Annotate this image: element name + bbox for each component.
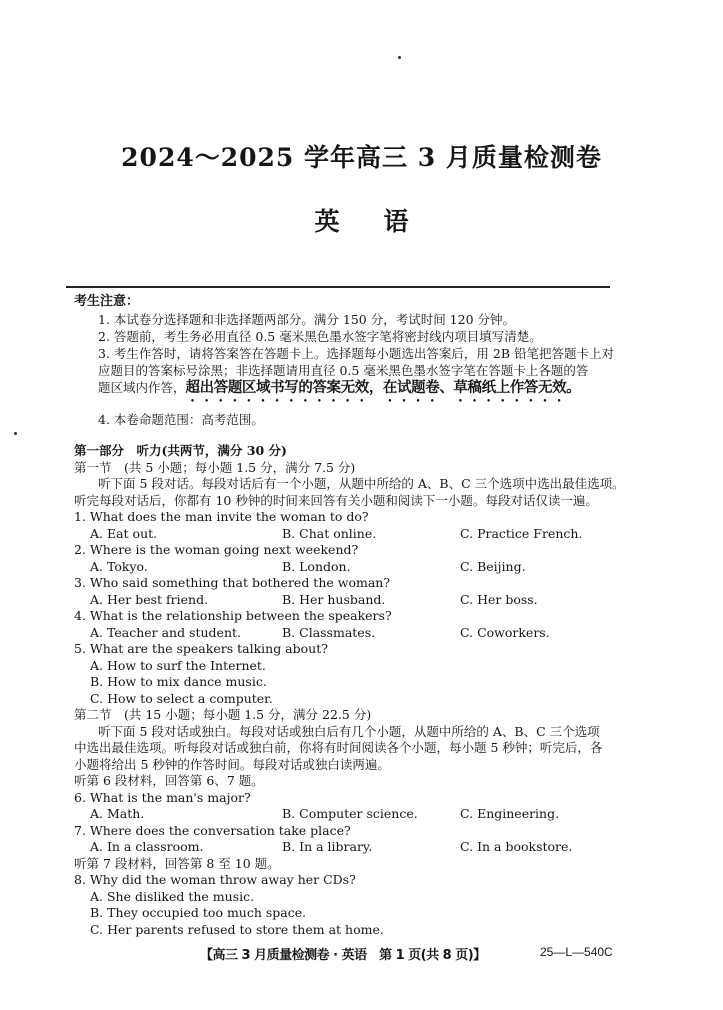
option-b: B. Her husband.	[282, 591, 386, 607]
question-1-options	[74, 526, 634, 543]
question-5: 5. What are the speakers talking about?	[74, 641, 328, 656]
option-a: A. She disliked the music.	[90, 888, 255, 904]
option-a: A. Eat out.	[90, 525, 158, 541]
option-b: B. How to mix dance music.	[90, 674, 267, 689]
section1-instructions-2: 听完每段对话后，你都有 10 秒钟的时间来回答有关小题和阅读下一小题。每段对话仅读一遍。	[74, 492, 598, 508]
subject-title: 英语	[314, 207, 453, 236]
option-b: B. Classmates.	[282, 624, 376, 640]
paper-code: 25—L—540C	[540, 945, 613, 959]
option-c: C. Engineering.	[460, 806, 560, 821]
option-a: A. Tokyo.	[90, 558, 148, 574]
material-7-note: 听第 7 段材料，回答第 8 至 10 题。	[74, 855, 280, 871]
option-a: A. Her best friend.	[90, 591, 209, 607]
option-b: B. Chat online.	[282, 525, 377, 541]
option-a: A. Teacher and student.	[90, 624, 242, 640]
question-6-options	[74, 806, 634, 823]
scan-speck	[398, 56, 401, 59]
notice-heading: 考生注意：	[74, 294, 140, 309]
option-b: B. Computer science.	[282, 806, 418, 821]
notice-item-3: 3. 考生作答时，请将答案答在答题卡上。选择题每小题选出答案后，用 2B 铅笔把答题卡上对	[98, 346, 614, 361]
section1-title: 第一节 (共 5 小题；每小题 1.5 分，满分 7.5 分)	[74, 459, 356, 475]
header-divider	[66, 286, 610, 288]
option-a: A. In a classroom.	[90, 839, 204, 854]
option-c: C. In a bookstore.	[460, 839, 573, 854]
section2-instructions-3: 小题将给出 5 秒钟的作答时间。每段对话或独白读两遍。	[74, 756, 390, 772]
option-c: C. Beijing.	[460, 558, 526, 574]
option-c: C. Practice French.	[460, 525, 583, 541]
option-b: B. London.	[282, 558, 351, 574]
notice-emphasis: 超出答题区域书写的答案无效，在试题卷、草稿纸上作答无效。	[185, 379, 581, 396]
question-7-options	[74, 839, 634, 856]
option-a: A. Math.	[90, 806, 145, 821]
part1-title: 第一部分 听力(共两节，满分 30 分)	[74, 443, 287, 458]
listening-part	[74, 443, 634, 938]
notice-item-1: 1. 本试卷分选择题和非选择题两部分。满分 150 分，考试时间 120 分钟。	[98, 312, 516, 327]
question-4-options	[74, 625, 634, 642]
notice-item-2: 2. 答题前，考生务必用直径 0.5 毫米黑色墨水签字笔将密封线内项目填写清楚。	[98, 329, 542, 344]
question-6: 6. What is the man's major?	[74, 789, 251, 805]
option-b: B. In a library.	[282, 839, 373, 854]
option-c: C. Her boss.	[460, 591, 538, 607]
section2-title: 第二节 (共 15 小题；每小题 1.5 分，满分 22.5 分)	[74, 707, 372, 722]
section1-instructions-1: 听下面 5 段对话。每段对话后有一个小题，从题中所给的 A、B、C 三个选项中选出最佳选项。	[98, 476, 625, 491]
option-c: C. Coworkers.	[460, 624, 550, 640]
question-4: 4. What is the relationship between the speakers?	[74, 608, 392, 623]
notice-item-3-tail: 题区域内作答，	[98, 380, 186, 395]
candidate-notice	[74, 293, 619, 428]
question-2-options	[74, 559, 634, 576]
material-6-note: 听第 6 段材料，回答第 6、7 题。	[74, 773, 264, 788]
question-8: 8. Why did the woman throw away her CDs?	[74, 872, 356, 887]
scan-speck	[14, 432, 17, 435]
exam-title: 2024～2025 学年高三 3 月质量检测卷	[121, 143, 602, 172]
question-3: 3. Who said something that bothered the woman?	[74, 575, 391, 590]
page-footer: 【高三 3 月质量检测卷 · 英语 第 1 页(共 8 页)】	[200, 948, 486, 963]
question-7: 7. Where does the conversation take place?	[74, 822, 351, 838]
notice-item-3-cont2	[74, 379, 619, 405]
question-3-options	[74, 592, 634, 609]
section2-instructions-1: 听下面 5 段对话或独白。每段对话或独白后有几个小题，从题中所给的 A、B、C 三个选项	[98, 723, 600, 739]
option-c: C. How to select a computer.	[90, 690, 273, 706]
option-a: A. How to surf the Internet.	[90, 657, 266, 673]
question-2: 2. Where is the woman going next weekend?	[74, 542, 359, 557]
notice-item-3-cont: 应题目的答案标号涂黑；非选择题请用直径 0.5 毫米黑色墨水签字笔在答题卡上各题的答	[98, 363, 589, 378]
question-1: 1. What does the man invite the woman to do?	[74, 509, 369, 524]
notice-item-4: 4. 本卷命题范围：高考范围。	[98, 412, 264, 427]
option-b: B. They occupied too much space.	[90, 905, 307, 920]
section2-instructions-2: 中选出最佳选项。听每段对话或独白前，你将有时间阅读各个小题，每小题 5 秒钟；听完后，各	[74, 740, 603, 755]
option-c: C. Her parents refused to store them at home.	[90, 921, 384, 937]
